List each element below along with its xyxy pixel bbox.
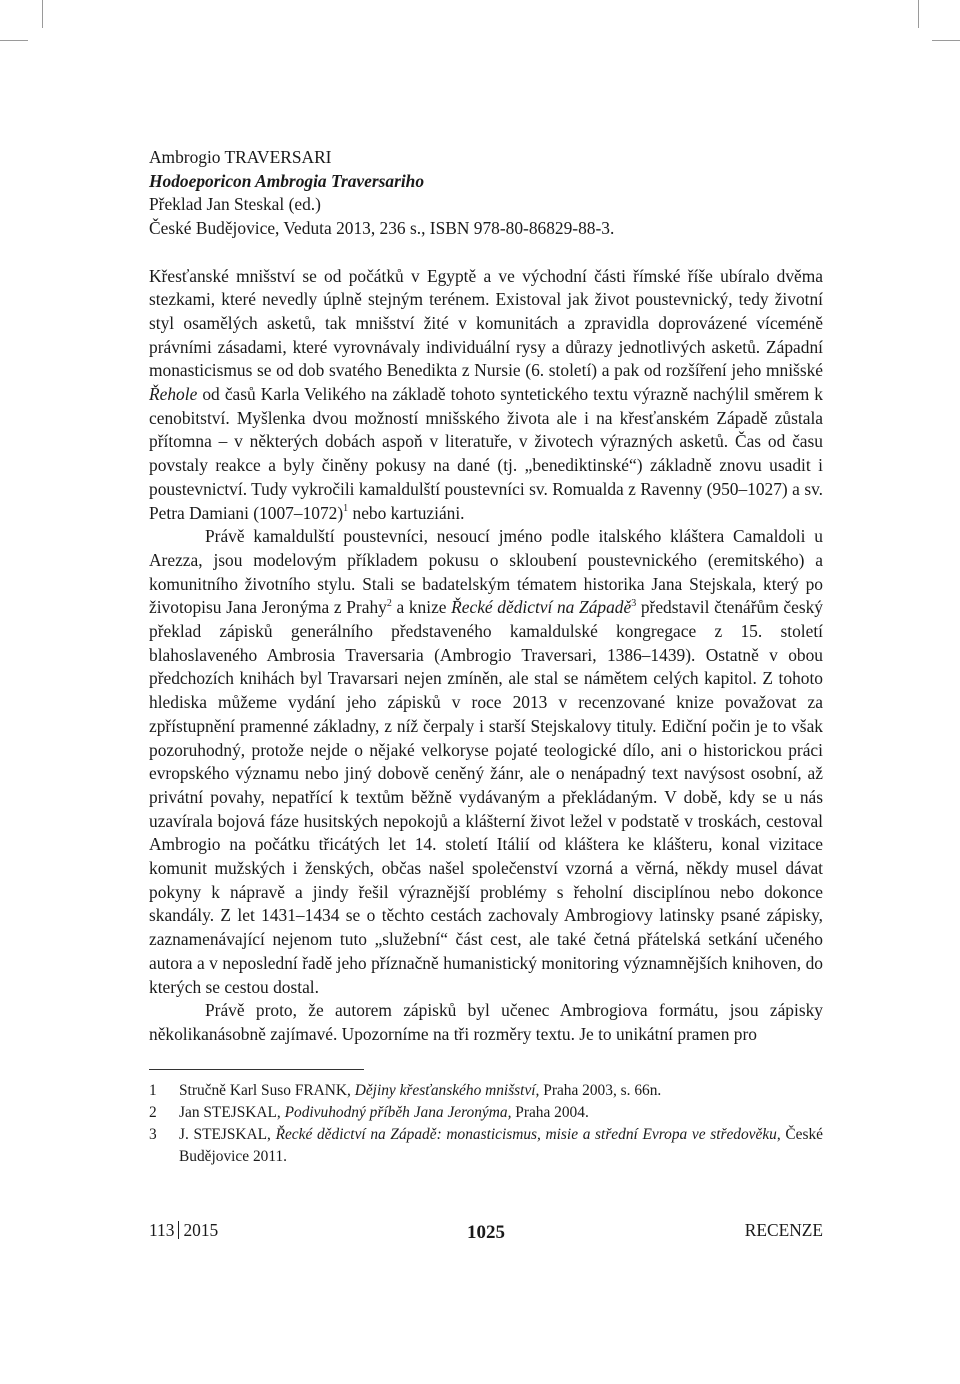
book-author: Ambrogio TRAVERSARI [149,147,332,167]
crop-mark [0,40,28,41]
paragraph-1: Křesťanské mnišství se od počátků v Egyptě a ve východní části římské říše ubíralo dvěma stezkami, které nevedly úplně stejným terénem. Existoval jak život poustevnický, tedy životní styl osamělých asketů, tak mnišství žité v komunitách a zpravidla doprovázené víceméně právními zásadami, které vyrovnávaly individuální rysy a důrazy jednotlivých asketů. Západní monasticismus se od dob svatého Benedikta z Nursie (6. století) a pak od rozšíření jeho mnišské Řehole od časů Karla Velikého na základě tohoto syntetického textu výrazně nachýlil směrem k cenobitství. Myšlenka dvou možností mnišského života ale i na křesťanském Západě zůstala přítomna – v některých dobách aspoň v literatuře, v životech výrazných asketů. Čas od času povstaly reakce a byly činěny pokusy na dané (tj. „benediktinské“) základně znovu usadit i poustevnictví. Tudy vykročili kamaldulští poustevníci sv. Romualda z Ravenny (950–1027) a sv. Petra Damiani (1007–1072)$^1$ nebo kartuziáni. [149,265,823,523]
bibliographic-header [149,146,823,241]
paragraph-3: Právě proto, že autorem zápisků byl učenec Ambrogiova formátu, jsou zápisky několikanásobně zajímavé. Upozorníme na tři rozměry textu. Je to unikátní pramen pro [149,1000,823,1044]
crop-mark [918,0,919,28]
footnote: 3 J. STEJSKAL, Řecké dědictví na Západě: monasticismus, misie a střední Evropa ve středověku, České Budějovice 2011. [149,1124,823,1168]
footnote-ref[interactable]: 2 [386,597,392,609]
page-footer [149,1218,823,1248]
section-label: RECENZE [744,1220,823,1240]
italic-title: Řehole [149,384,198,405]
italic-title: Řecké dědictví na Západě [451,597,632,618]
footnote-number: 2 [149,1104,157,1121]
footnote: 1 Stručně Karl Suso FRANK, Dějiny křesťanského mnišství, Praha 2003, s. 66n. [149,1080,823,1102]
footnote: 2 Jan STEJSKAL, Podivuhodný příběh Jana Jeronýma, Praha 2004. [149,1102,823,1124]
footnote-separator [149,1069,364,1070]
book-title: Hodoeporicon Ambrogia Traversariho [149,170,425,191]
crop-mark [932,40,960,41]
book-publication: České Budějovice, Veduta 2013, 236 s., ISBN 978-80-86829-88-3. [149,218,615,239]
footnote-ref[interactable]: 3 [631,597,637,609]
page-body [149,146,823,1047]
crop-mark [42,0,43,28]
footnotes [149,1080,823,1168]
paragraph-2: Právě kamaldulští poustevníci, nesoucí jméno podle italského kláštera Camaldoli u Arezza, jsou modelovým příkladem pokusu o skloubení poustevnického (eremitského) a komunitního životního stylu. Stali se badatelským tématem historika Jana Stejskala, který po životopisu Jana Jeronýma z Prahy$^2$ a knize Řecké dědictví na Západě$^3$ představil čtenářům český překlad zápisků generálního představeného kamaldulské kongregace z 15. století blahoslaveného Ambrosia Traversaria (Ambrogio Traversari, 1386–1439). Ostatně v obou předchozích knihách byl Travarsari nejen zmíněn, ale stal se námětem celých kapitol. Z tohoto hlediska můžeme vydání jeho zápisků v roce 2013 v recenzované knize považovat za zpřístupnění pramenné základny, z níž čerpaly i starší Stejskalovy tituly. Ediční počin je to však pozoruhodný, protože nejde o nějaké velkoryse pojaté teologické dílo, ani o historickou práci evropského významu nebo jiný dobově ceněný žánr, ale o nenápadný text navýsost osobní, až privátní povahy, nepatřící k textům běžně vydávaným a překládaným. V době, kdy se u nás uzavírala bojová fáze husitských nepokojů a klášterní život ležel v podstatě v troskách, cestoval Ambrogio na počátku třicátých let 14. století Itálií od kláštera ke klášteru, konal vizitace komunit mužských i ženských, občas našel společenství vzorná a věrná, někdy musel dávat pokyny k nápravě a jindy řešil výraznější problémy s řeholní disciplínou nebo dokonce skandály. Z let 1431–1434 se o těchto cestách zachovaly Ambrogiovy latinsky psané zápisky, zaznamenávající nejenom tuto „služební“ část cest, ale také četná přátelská setkání učeného autora a v neposlední řadě jeho příznačně humanistický monitoring významnějších knihoven, do kterých se cestou dostal. [149,526,824,997]
footnote-ref[interactable]: 1 [343,502,349,514]
footnote-number: 3 [149,1126,157,1143]
footnote-number: 1 [149,1082,157,1099]
page-number: 1025 [467,1222,505,1243]
book-translator: Překlad Jan Steskal (ed.) [149,194,321,215]
journal-issue: 113 2015 [149,1220,219,1240]
